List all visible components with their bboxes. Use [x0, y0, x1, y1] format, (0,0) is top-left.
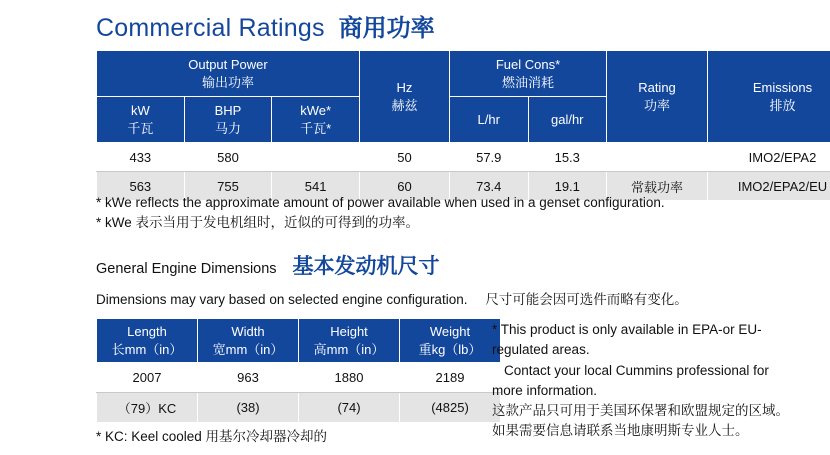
- engine-dimensions-table: [96, 318, 501, 423]
- table-row: [97, 393, 501, 423]
- header-galhr: [528, 97, 607, 143]
- availability-line-1: * This product is only available in EPA-or EU-regulated areas.: [492, 322, 762, 358]
- availability-line-2: Contact your local Cummins professional for more information.: [492, 362, 769, 398]
- table-row: [97, 363, 501, 393]
- cell-emissions: IMO2/EPA2: [708, 143, 830, 172]
- header-emissions-cn: 排放: [769, 97, 796, 113]
- header-kwe-en: kWe*: [300, 103, 332, 119]
- header-length: [97, 319, 198, 363]
- cell-lhr: 57.9: [450, 143, 529, 172]
- header-width: [198, 319, 299, 363]
- cell-emissions: IMO2/EPA2/EU: [708, 172, 830, 201]
- cell-height: 1880: [299, 363, 400, 393]
- cell-galhr: 19.1: [528, 172, 607, 201]
- cell-bhp: 580: [184, 143, 272, 172]
- cell-lhr: 73.4: [450, 172, 529, 201]
- header-output-power-en: Output Power: [188, 57, 268, 72]
- dimensions-table-head: [97, 319, 501, 363]
- header-hz-cn: 赫兹: [391, 97, 418, 113]
- page-title: [96, 8, 435, 43]
- header-hz: [360, 51, 450, 143]
- header-bhp-en: BHP: [214, 103, 242, 119]
- header-height-en: Height: [330, 324, 368, 339]
- cell-width-in: (38): [198, 393, 299, 423]
- header-rating-en: Rating: [638, 80, 676, 96]
- dimensions-subtitle-en: Dimensions may vary based on selected engine configuration.: [96, 292, 468, 307]
- header-hz-en: Hz: [396, 80, 413, 96]
- commercial-ratings-table: [96, 50, 830, 201]
- ratings-table-head: [97, 51, 830, 143]
- header-galhr-en: gal/hr: [550, 111, 584, 127]
- cell-kwe: 541: [272, 172, 360, 201]
- availability-line-4: 如果需要信息请联系当地康明斯专业人士。: [492, 423, 749, 439]
- header-length-cn: 长mm（in）: [111, 341, 183, 357]
- header-kw: [97, 97, 185, 143]
- header-width-en: Width: [231, 324, 265, 339]
- header-rating-cn: 功率: [643, 97, 670, 113]
- header-fuel-cons-cn: 燃油消耗: [501, 74, 554, 90]
- header-height: [299, 319, 400, 363]
- cell-weight: 2189: [400, 363, 501, 393]
- availability-line-3: 这款产品只可用于美国环保署和欧盟规定的区域。: [492, 403, 789, 418]
- cell-height-in: (74): [299, 393, 400, 423]
- dimensions-heading-en: General Engine Dimensions: [96, 261, 277, 277]
- dimensions-heading: [96, 250, 440, 280]
- cell-width: 963: [198, 363, 299, 393]
- cell-kwe: [272, 143, 360, 172]
- cell-length: 2007: [97, 363, 198, 393]
- header-output-power-cn: 输出功率: [201, 74, 254, 90]
- cell-kw: 433: [97, 143, 185, 172]
- cell-rating: 常载功率: [607, 172, 708, 201]
- header-lhr-en: L/hr: [477, 111, 500, 127]
- availability-note: [492, 320, 802, 442]
- cell-rating: [607, 143, 708, 172]
- header-weight-cn: 重kg（lb）: [418, 341, 482, 357]
- dimensions-subtitle-cn: 尺寸可能会因可选件而略有变化。: [485, 292, 688, 307]
- cell-kw: 563: [97, 172, 185, 201]
- header-lhr: [450, 97, 529, 143]
- page-title-chinese: 商用功率: [338, 15, 435, 42]
- header-weight-en: Weight: [429, 324, 471, 339]
- dimensions-heading-cn: 基本发动机尺寸: [292, 255, 440, 278]
- header-width-cn: 宽mm（in）: [212, 341, 284, 357]
- header-rating: [607, 51, 708, 143]
- dimensions-table-body: [97, 363, 501, 423]
- cell-galhr: 15.3: [528, 143, 607, 172]
- header-output-power: [97, 51, 360, 97]
- header-fuel-cons: [450, 51, 607, 97]
- cell-hz: 50: [360, 143, 450, 172]
- header-emissions: [708, 51, 830, 143]
- header-kw-en: kW: [130, 103, 150, 119]
- header-fuel-cons-en: Fuel Cons*: [495, 57, 561, 72]
- cell-bhp: 755: [184, 172, 272, 201]
- kc-footnote: * KC: Keel cooled 用基尔冷却器冷却的: [96, 429, 328, 444]
- header-height-cn: 高mm（in）: [313, 341, 385, 357]
- kwe-footnote-en: * kWe reflects the approximate amount of power available when used in a genset configuration.: [96, 195, 665, 210]
- table-row: [97, 143, 830, 172]
- header-kwe: [272, 97, 360, 143]
- cell-hz: 60: [360, 172, 450, 201]
- header-bhp: [184, 97, 272, 143]
- header-kwe-cn: 千瓦*: [300, 120, 332, 136]
- header-length-en: Length: [127, 324, 167, 339]
- header-emissions-en: Emissions: [752, 80, 813, 96]
- cell-weight-lb: (4825): [400, 393, 501, 423]
- ratings-group-header-row: [97, 51, 830, 97]
- page-title-english: Commercial Ratings: [96, 14, 325, 42]
- kwe-footnote-cn: * kWe 表示当用于发电机组时，近似的可得到的功率。: [96, 214, 420, 230]
- kwe-footnote: [96, 193, 796, 232]
- header-weight: [400, 319, 501, 363]
- ratings-table-body: [97, 143, 830, 201]
- header-bhp-cn: 马力: [214, 120, 241, 136]
- dimensions-header-row: [97, 319, 501, 363]
- header-kw-cn: 千瓦: [127, 120, 154, 136]
- cell-length-in: （79）KC: [97, 393, 198, 423]
- dimensions-subtitle: [96, 288, 688, 308]
